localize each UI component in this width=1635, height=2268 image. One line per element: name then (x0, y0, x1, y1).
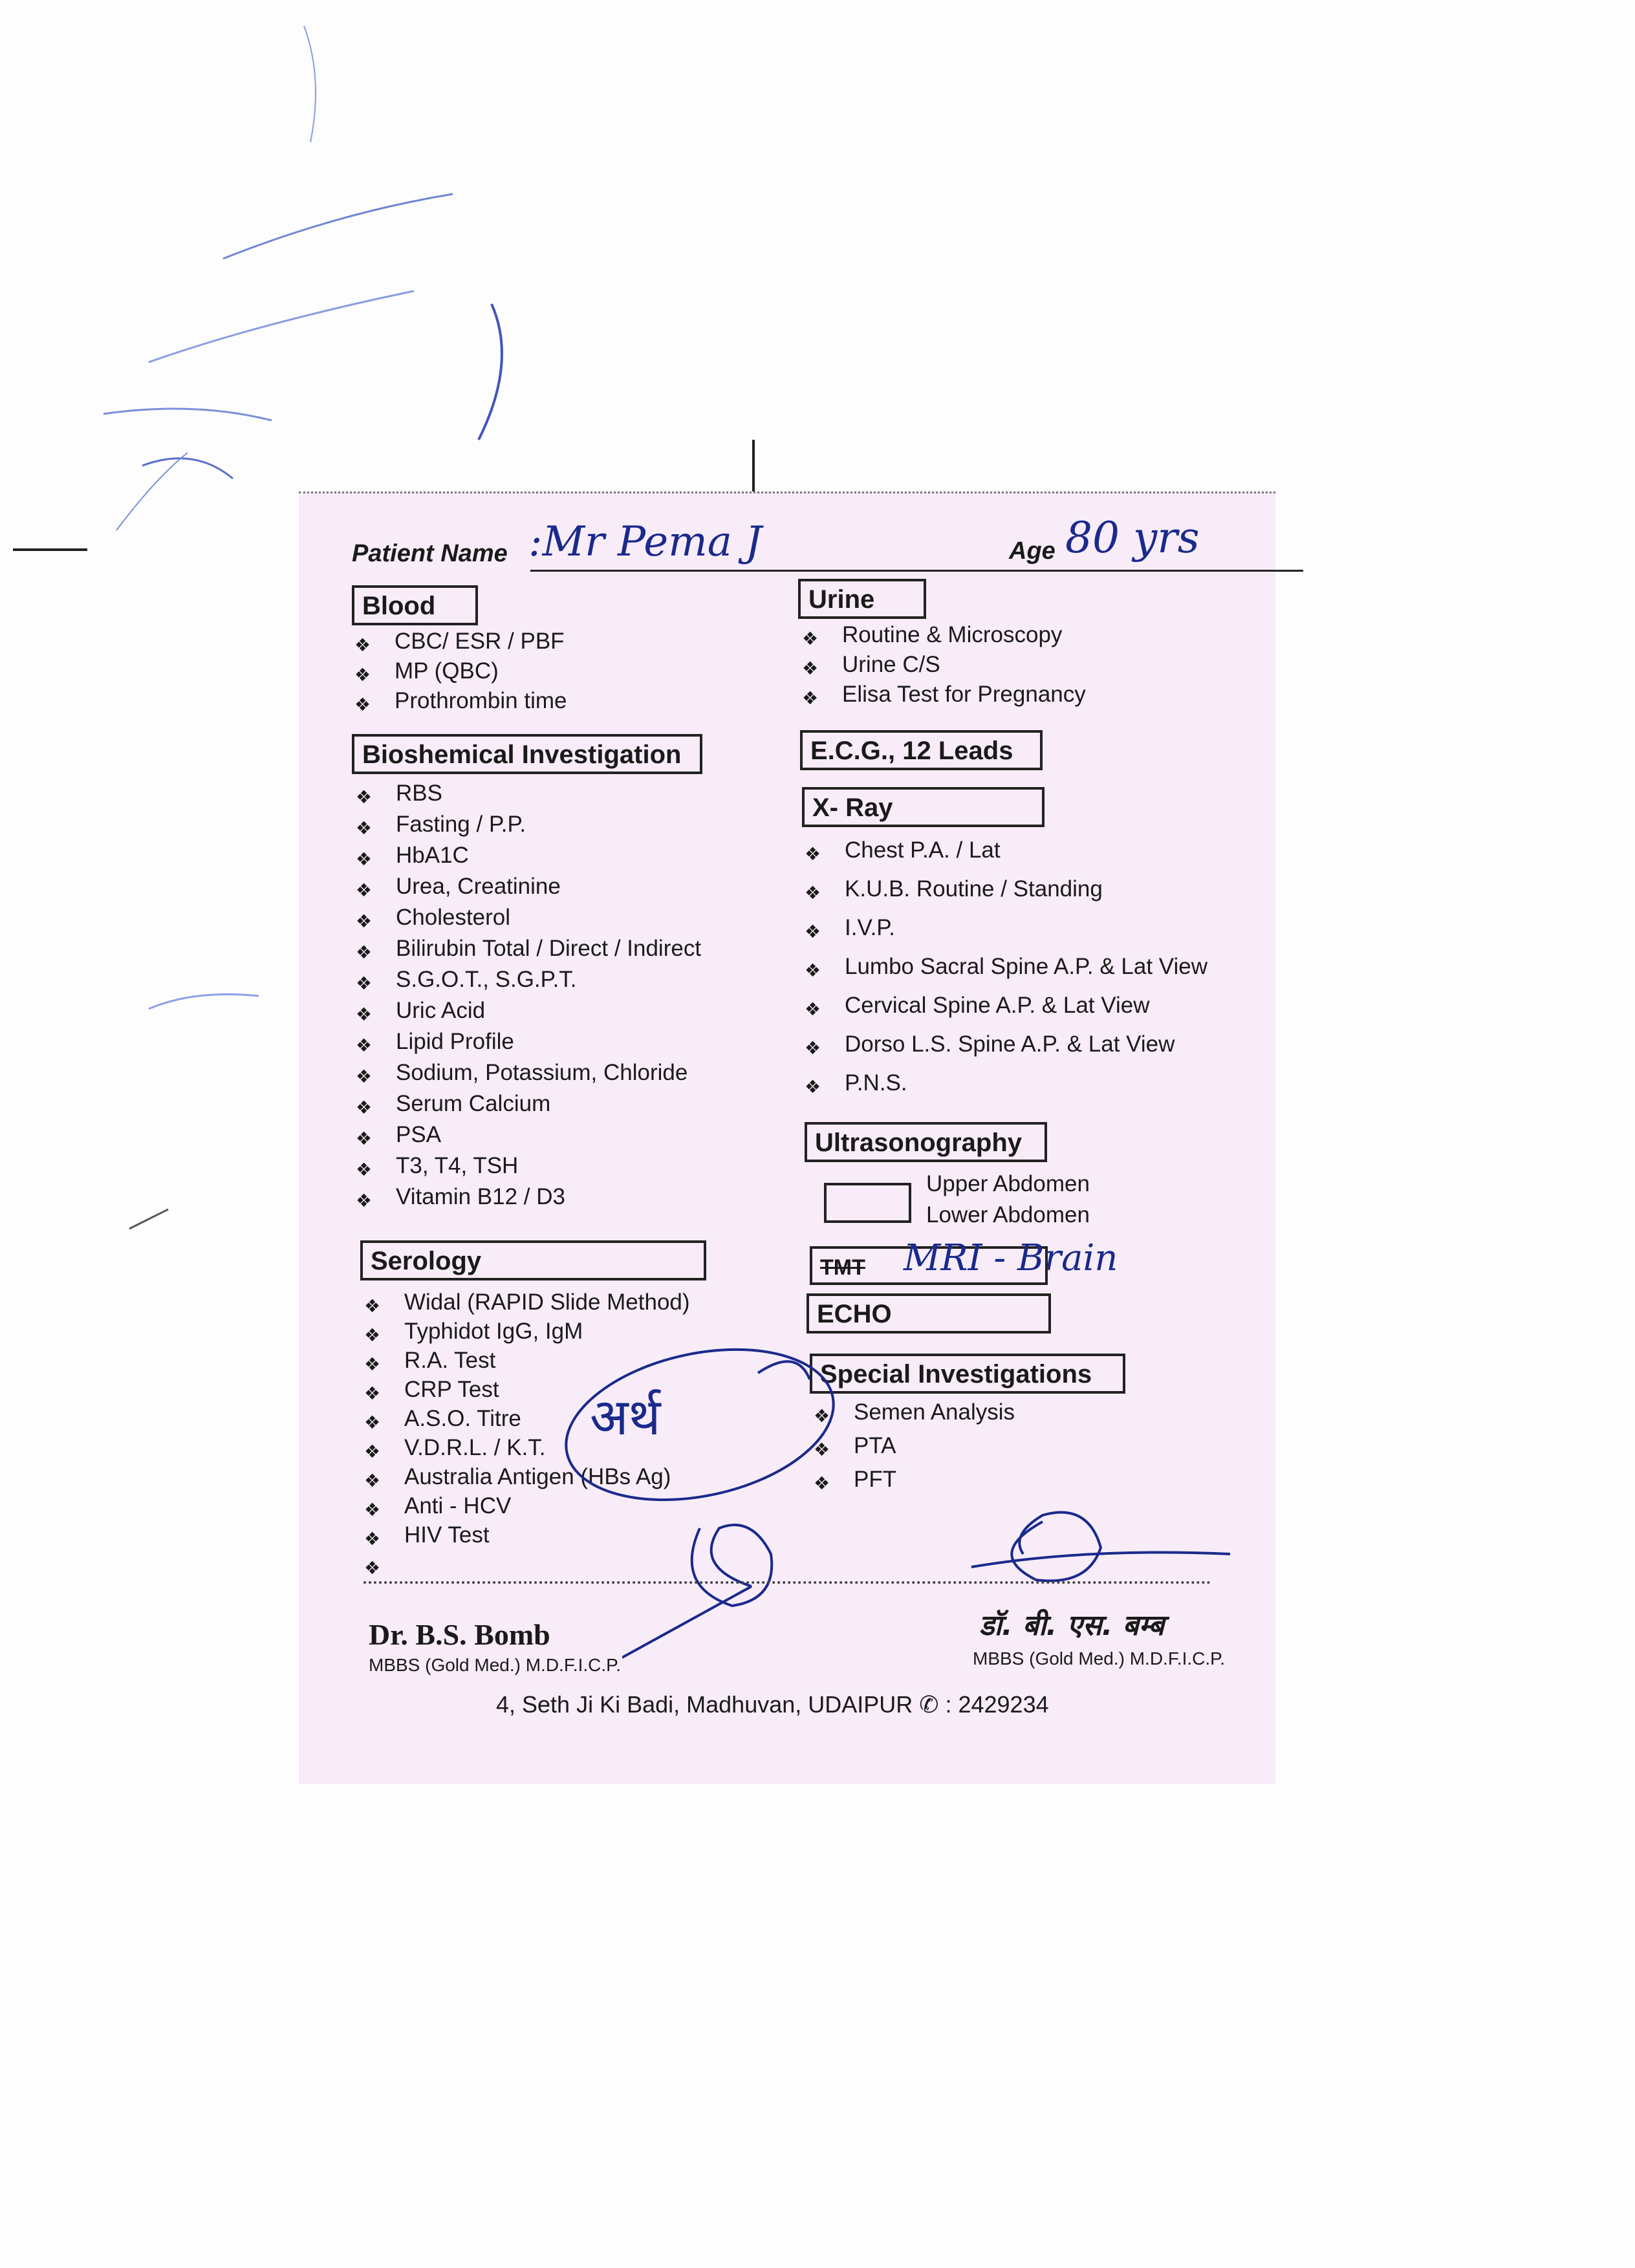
ecg-heading: E.C.G., 12 Leads (800, 730, 1043, 770)
list-item: ❖ Anti - HCV (360, 1491, 690, 1520)
list-item: ❖ Prothrombin time (351, 686, 567, 716)
xray-heading: X- Ray (802, 787, 1045, 827)
list-item: ❖ Vitamin B12 / D3 (352, 1182, 701, 1213)
usg-lower: Lower Abdomen (926, 1202, 1090, 1227)
age-value: 80 yrs (1065, 513, 1200, 563)
list-item: ❖ Lipid Profile (352, 1026, 701, 1057)
doctor-degree-en: MBBS (Gold Med.) M.D.F.I.C.P. (369, 1655, 622, 1675)
list-item: ❖ V.D.R.L. / K.T. (360, 1433, 690, 1462)
list-item: ❖ Sodium, Potassium, Chloride (352, 1057, 701, 1088)
list-item: ❖ Urine C/S (798, 650, 1086, 680)
list-item: ❖ RBS (352, 778, 701, 809)
list-item: ❖ Cervical Spine A.P. & Lat View (801, 986, 1207, 1025)
list-item: ❖ Bilirubin Total / Direct / Indirect (352, 933, 701, 964)
list-item: ❖ Australia Antigen (HBs Ag) (360, 1462, 690, 1491)
special-heading: Special Investigations (810, 1354, 1125, 1394)
list-item: ❖ R.A. Test (360, 1346, 690, 1375)
urine-heading: Urine (798, 579, 926, 619)
list-item: ❖ HIV Test (360, 1520, 690, 1550)
tmt-heading: TMT (810, 1246, 1048, 1285)
list-item: ❖ Chest P.A. / Lat (801, 831, 1207, 870)
biochem-heading: Bioshemical Investigation (352, 734, 702, 774)
list-item: ❖ Urea, Creatinine (352, 871, 701, 902)
prescription-slip (299, 491, 1275, 1784)
doctor-name-en: Dr. B.S. Bomb (369, 1618, 550, 1651)
list-item: ❖ Semen Analysis (810, 1396, 1015, 1429)
usg-bracket (824, 1183, 911, 1223)
list-item: ❖ Lumbo Sacral Spine A.P. & Lat View (801, 947, 1207, 986)
blood-list (351, 627, 567, 716)
footer-divider (363, 1581, 1211, 1584)
clinic-address: 4, Seth Ji Ki Badi, Madhuvan, UDAIPUR ✆ : 2429234 (496, 1691, 1049, 1718)
biochem-list (352, 778, 701, 1213)
blood-heading: Blood (352, 585, 478, 625)
list-item: ❖ Serum Calcium (352, 1088, 701, 1119)
list-item: ❖ Fasting / P.P. (352, 809, 701, 840)
list-item: ❖ K.U.B. Routine / Standing (801, 870, 1207, 909)
list-item: ❖ Widal (RAPID Slide Method) (360, 1288, 690, 1317)
usg-heading: Ultrasonography (805, 1122, 1047, 1162)
stamp-text: अर्थ (590, 1388, 661, 1447)
list-item: ❖ Uric Acid (352, 995, 701, 1026)
list-item: ❖ T3, T4, TSH (352, 1150, 701, 1182)
list-item: ❖ I.V.P. (801, 909, 1207, 947)
list-item: ❖ Typhidot IgG, IgM (360, 1317, 690, 1346)
list-item: ❖ PTA (810, 1429, 1015, 1463)
list-item: ❖ CBC/ ESR / PBF (351, 627, 567, 656)
age-label: Age (1009, 537, 1056, 565)
doctor-name-hi: डॉ. बी. एस. बम्ब (979, 1609, 1165, 1642)
list-item: ❖ S.G.O.T., S.G.P.T. (352, 964, 701, 995)
serology-heading: Serology (360, 1240, 706, 1280)
tmt-handwritten: MRI - Brain (904, 1237, 1118, 1279)
list-item: ❖ MP (QBC) (351, 656, 567, 686)
list-item: ❖ Cholesterol (352, 902, 701, 933)
patient-name-label: Patient Name (352, 540, 508, 567)
list-item: ❖ Elisa Test for Pregnancy (798, 680, 1086, 709)
list-item: ❖ CRP Test (360, 1375, 690, 1404)
list-item: ❖ HbA1C (352, 840, 701, 871)
list-item: ❖ PSA (352, 1119, 701, 1150)
urine-list (798, 620, 1086, 709)
doctor-degree-hi: MBBS (Gold Med.) M.D.F.I.C.P. (973, 1648, 1226, 1669)
list-item: ❖ A.S.O. Titre (360, 1404, 690, 1433)
list-item: ❖ PFT (810, 1463, 1015, 1496)
usg-upper: Upper Abdomen (926, 1171, 1090, 1196)
patient-name-line (530, 570, 1303, 572)
list-item: ❖ Dorso L.S. Spine A.P. & Lat View (801, 1025, 1207, 1064)
echo-heading: ECHO (807, 1293, 1051, 1334)
list-item: ❖ Routine & Microscopy (798, 620, 1086, 650)
signature (622, 1476, 1301, 1670)
list-item: ❖ P.N.S. (801, 1064, 1207, 1103)
xray-list (801, 831, 1207, 1103)
patient-name-value: :Mr Pema J (528, 518, 762, 566)
